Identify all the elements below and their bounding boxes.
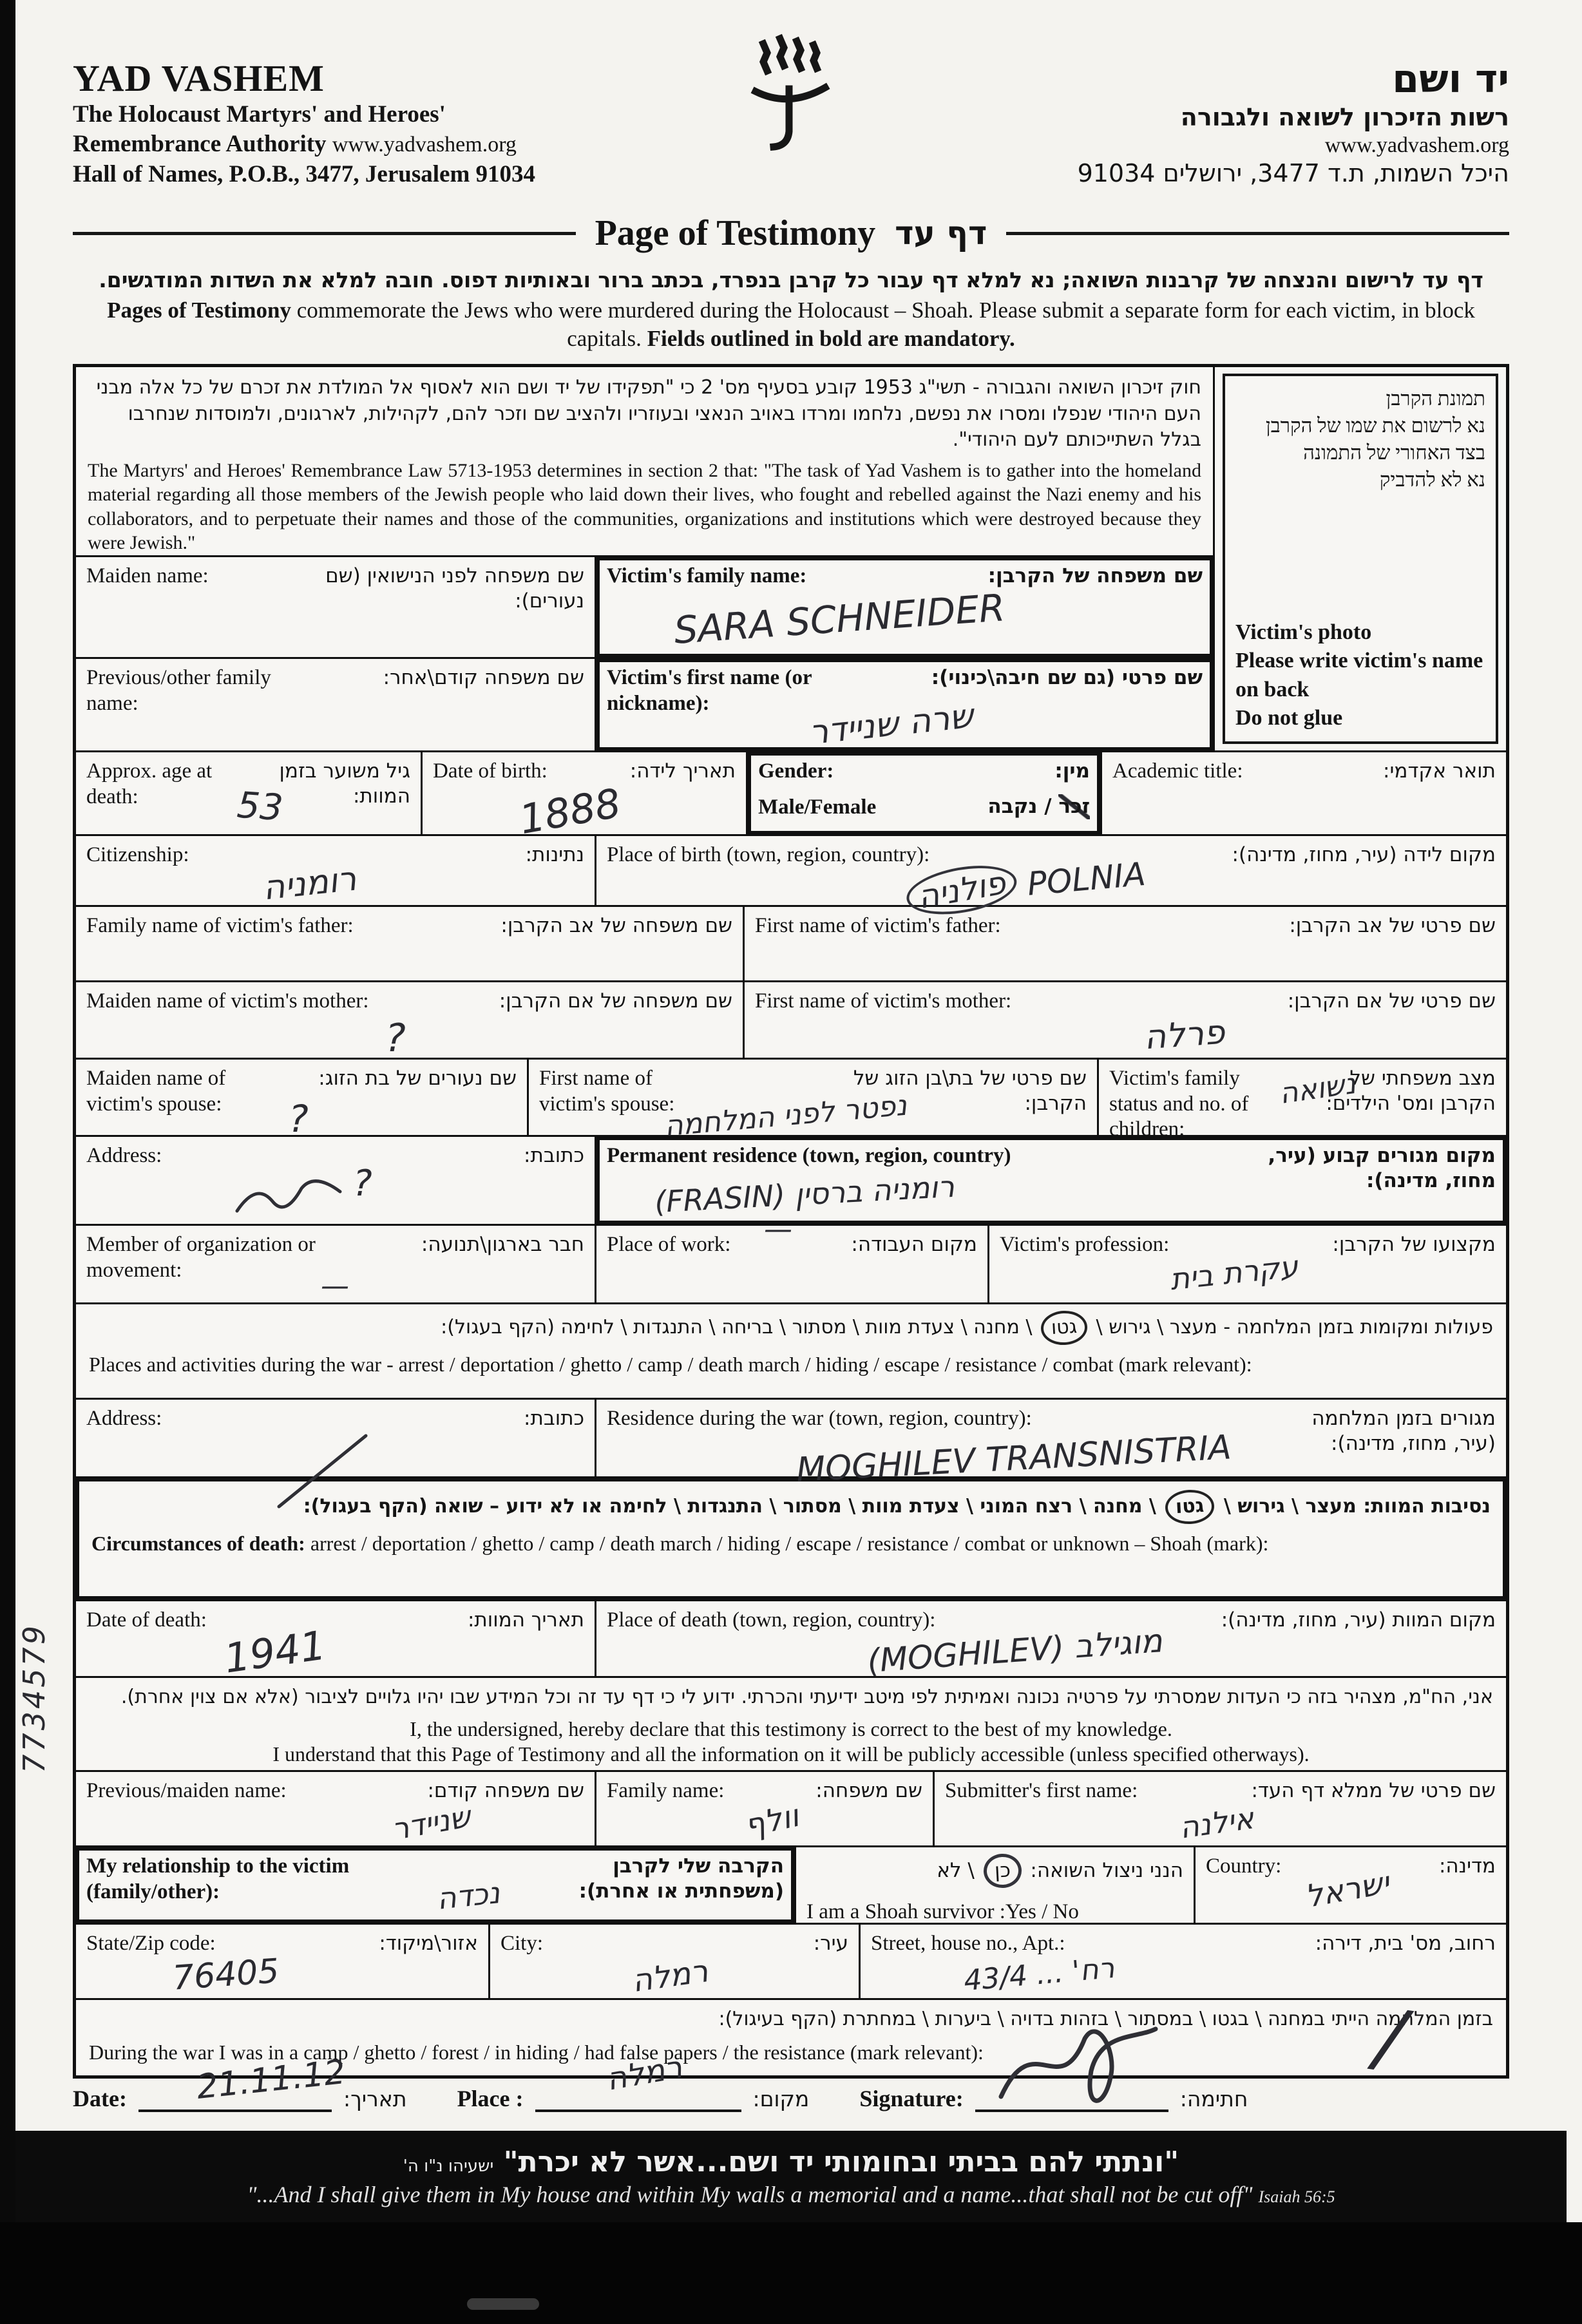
member-org-label-he: חבר בארגון\תנועה: — [421, 1233, 584, 1256]
scan-edge-artifact — [0, 0, 15, 2324]
family-name-label-en: Victim's family name: — [607, 564, 807, 587]
first-name-label-he: שם פרטי (גם שם חיבה\כינוי): — [931, 666, 1203, 689]
father-family-label-en: Family name of victim's father: — [86, 914, 354, 937]
row-citizenship-birth — [76, 834, 1506, 917]
date-label-he: תאריך: — [343, 2086, 407, 2111]
photo-area — [1215, 367, 1506, 750]
field-father-family-name — [76, 907, 743, 980]
family-status-label-en: Victim's family status and no. of children: — [1109, 1067, 1249, 1141]
dob-label-en: Date of birth: — [433, 759, 548, 783]
gender-female: נקבה — [987, 794, 1038, 818]
field-place-of-birth — [595, 836, 1506, 917]
row-permanent-residence — [76, 1135, 1506, 1224]
submitter-prev-label-he: שם משפחה קודם: — [427, 1779, 584, 1802]
field-victims-first-name — [595, 659, 1213, 753]
survivor-yes-circled: כן — [982, 1853, 1022, 1889]
handwritten-submitter-prev: שניידר — [389, 1798, 473, 1847]
footer-quote-he-ref: ישעיהו נ"ו ה' — [403, 2156, 494, 2176]
org-url-he: www.yadvashem.org — [1324, 133, 1509, 158]
org-sub-en-2-text: Remembrance Authority — [73, 131, 327, 158]
mother-maiden-label-en: Maiden name of victim's mother: — [86, 989, 369, 1013]
survivor-sep: \ — [961, 1859, 981, 1882]
gender-separator: / — [1037, 794, 1059, 818]
handwritten-spouse-maiden: ? — [289, 1097, 309, 1141]
handwritten-country: ישראל — [1302, 1865, 1393, 1915]
photo-instructions-he — [1235, 385, 1485, 493]
war-places-circled-ghetto: גטו — [1040, 1310, 1089, 1346]
handwritten-birth-place-latin: POLNIA — [1025, 855, 1147, 903]
field-date-of-birth — [421, 752, 746, 844]
row-org-work-profession — [76, 1213, 1506, 1302]
place-label-he: מקום: — [752, 2086, 810, 2111]
handwritten-profession: עקרת בית — [1168, 1248, 1300, 1297]
field-relationship — [76, 1847, 794, 1923]
dob-label-he: תאריך לידה: — [629, 759, 736, 783]
field-spouse-maiden-name — [76, 1060, 527, 1141]
war-places-he — [89, 1311, 1493, 1345]
handwritten-submitter-first: אילנה — [1177, 1800, 1256, 1845]
spouse-maiden-label-he: שם נעורים של בת הזוג: — [318, 1067, 517, 1090]
first-name-label-en: Victim's first name (or nickname): — [607, 666, 812, 715]
footer-quote-bar — [15, 2131, 1567, 2222]
law-text-he: חוק זיכרון השואה והגבורה - תשי"ג 1953 קובע בסעיף מס' 2 כי "תפקידו של יד ושם הוא לאסוף אל המולדת את זכרם של כל אלה מבני העם היהודי שנפלו ומסרו את נפשם, נלחמו ומרדו באויב הנאצי ובעוזריו ולהציב שם וזכר להם, לקהילות, לארגונים, ולמוסדות שנחרבו בגלל השתייכותם לעם היהודי". — [96, 376, 1201, 451]
war-places-cell — [76, 1304, 1506, 1398]
handwritten-perm-residence: רומניה ברסין (FRASIN) — [653, 1168, 956, 1220]
handwritten-slash-mark — [269, 1429, 372, 1513]
field-father-first-name — [743, 907, 1506, 980]
footer-quote-en-text: "...And I shall give them in My house and within My walls a memorial and a name...that shall not be cut off" — [247, 2181, 1253, 2207]
photo-en-line2: Please write victim's name on back — [1235, 649, 1483, 701]
work-label-en: Place of work: — [607, 1233, 731, 1256]
field-spouse-first-name — [527, 1060, 1097, 1143]
org-block-he — [1078, 57, 1509, 190]
photo-he-line2: נא לרשום את שמו של הקרבן — [1265, 414, 1485, 437]
photo-en-line3: Do not glue — [1235, 705, 1343, 730]
title-rule-left — [73, 232, 576, 235]
yad-vashem-logo — [744, 32, 834, 158]
academic-label-he: תואר אקדמי: — [1383, 759, 1496, 783]
declaration-cell — [76, 1678, 1506, 1770]
father-first-label-he: שם פרטי של אב הקרבן: — [1289, 914, 1496, 937]
row-submitter-names — [76, 1770, 1506, 1845]
declaration-en-2: I understand that this Page of Testimony and all the information on it will be publicly accessible (unless specified otherways). — [272, 1742, 1310, 1766]
spouse-first-label-he: שם פרטי של בת\בן הזוג של הקרבן: — [853, 1067, 1087, 1115]
handwritten-first-name: שרה שניידר — [807, 696, 975, 753]
survivor-no: לא — [937, 1859, 962, 1882]
org-sub-he: רשות הזיכרון לשואה ולגבורה — [1180, 103, 1509, 131]
field-citizenship — [76, 836, 595, 908]
citizenship-label-he: נתינות: — [525, 843, 584, 866]
approx-age-label-he: גיל משוער בזמן המוות: — [279, 759, 410, 808]
org-url-en: www.yadvashem.org — [332, 133, 517, 157]
handwritten-death-date: 1941 — [221, 1621, 329, 1682]
photo-he-line4: נא לא להדביק — [1379, 468, 1485, 491]
law-text-cell — [76, 367, 1213, 555]
field-address-1 — [76, 1137, 595, 1224]
intro — [73, 267, 1509, 353]
handwritten-place: רמלה — [603, 2049, 685, 2098]
declaration-he: אני, הח"מ, מצהיר בזה כי העדות שמסרתי על פרטיה נכונה ואמיתית לפי מיטב ידיעתי והכרתי. ידוע לי כי דף עד זה וכל המידע שבו יהיו גלויים לציבור (אלא אם צוין אחרת). — [120, 1686, 1493, 1708]
field-submitter-family-name — [595, 1772, 933, 1845]
previous-name-label-he: שם משפחה קודם\אחר: — [383, 666, 584, 689]
field-approx-age — [76, 752, 421, 834]
survivor-he-label: הנני ניצול השואה: — [1030, 1859, 1183, 1882]
handwritten-relationship: נכדה — [435, 1875, 502, 1916]
row-age-dob-gender — [76, 750, 1506, 844]
during-war-en: During the war I was in a camp / ghetto / forest / in hiding / had false papers / the resistance (mark relevant): — [89, 2040, 984, 2064]
photo-he-line3: בצד האחורי של התמונה — [1303, 441, 1485, 464]
mother-first-label-he: שם פרטי של אם הקרבן: — [1287, 989, 1496, 1013]
signature-line — [975, 2084, 1168, 2112]
row-declaration — [76, 1676, 1506, 1770]
place-line — [535, 2049, 741, 2112]
handwritten-margin-number: 7734579 — [17, 1623, 52, 1773]
submitter-first-label-he: שם פרטי של ממלא דף העד: — [1251, 1779, 1496, 1802]
submitter-prev-label-en: Previous/maiden name: — [86, 1779, 287, 1802]
signature-label-en: Signature: — [859, 2086, 964, 2111]
intro-en — [73, 296, 1509, 353]
family-name-label-he: שם משפחה של הקרבן: — [987, 564, 1203, 587]
field-mother-maiden-name — [76, 982, 743, 1061]
handwritten-mother-first: פרלה — [1143, 1013, 1226, 1058]
footer-quote-en — [247, 2181, 1335, 2208]
handwritten-zip: 76405 — [171, 1952, 281, 1998]
section-law-and-names — [76, 367, 1506, 753]
mother-maiden-label-he: שם משפחה של אם הקרבן: — [499, 989, 732, 1013]
handwritten-age: 53 — [235, 784, 285, 830]
intro-he: דף עד לרישום והנצחה של קרבנות השואה; נא למלא דף עבור כל קרבן בנפרד, בכתב ברור ובאותיות דפוס. חובה למלא את השדות המודגשים. — [99, 267, 1483, 292]
address1-label-he: כתובת: — [524, 1144, 584, 1167]
handwritten-war-residence: MOGHILEV TRANSNISTRIA — [795, 1428, 1232, 1490]
country-label-en: Country: — [1206, 1854, 1282, 1878]
city-label-en: City: — [500, 1932, 544, 1955]
org-block-en — [73, 57, 535, 190]
field-zip — [76, 1925, 488, 1998]
birth-place-label-en: Place of birth (town, region, country): — [607, 843, 930, 866]
row-relationship-survivor — [76, 1845, 1506, 1923]
work-label-he: מקום העבודה: — [851, 1233, 977, 1256]
spouse-first-label-en: First name of victim's spouse: — [539, 1067, 675, 1116]
address2-label-he: כתובת: — [524, 1407, 584, 1430]
death-circ-circled-ghetto: גטו — [1165, 1489, 1215, 1525]
row-mother — [76, 980, 1506, 1061]
country-label-he: מדינה: — [1438, 1854, 1496, 1878]
war-places-he-b: \ מחנה \ צעדת מוות \ מסתור \ בריחה \ התנגדות \ לחימה (הקף בעגול): — [441, 1316, 1039, 1338]
handwritten-city: רמלה — [629, 1953, 710, 1999]
field-member-org — [76, 1226, 595, 1302]
profession-label-he: מקצועו של הקרבן: — [1332, 1233, 1496, 1256]
intro-en-bold1: Pages of Testimony — [107, 298, 291, 323]
org-address-en: Hall of Names, P.O.B., 3477, Jerusalem 91034 — [73, 160, 536, 187]
death-place-label-he: מקום המוות (עיר, מחוז, מדינה): — [1221, 1608, 1496, 1632]
during-war-he: בזמן המלחמה הייתי במחנה \ בגטו \ במסתור \ בזהות בדויה \ ביערות \ במחתרת (הקף בעיגול): — [718, 2008, 1493, 2030]
gender-options-he — [987, 794, 1090, 819]
street-label-en: Street, house no., Apt.: — [871, 1932, 1065, 1955]
street-label-he: רחוב, מס' בית, דירה: — [1315, 1932, 1496, 1955]
field-family-status — [1097, 1060, 1506, 1141]
field-death-place — [595, 1601, 1506, 1680]
war-residence-label-he: מגורים בזמן המלחמה (עיר, מחוז, מדינה): — [1311, 1407, 1496, 1455]
gender-label-he: מין: — [1054, 759, 1090, 783]
org-title-he: יד ושם — [1392, 57, 1509, 102]
field-country — [1194, 1847, 1506, 1923]
war-places-he-a: פעולות ומקומות בזמן המלחמה - מעצר \ גירוש \ — [1090, 1316, 1493, 1338]
field-gender — [746, 752, 1100, 834]
handwritten-family-status: נשואה — [1277, 1067, 1358, 1111]
citizenship-label-en: Citizenship: — [86, 843, 189, 866]
photo-he-line1: תמונת הקרבן — [1386, 387, 1485, 410]
field-victims-family-name — [595, 557, 1213, 657]
birth-place-label-he: מקום לידה (עיר, מחוז, מדינה): — [1232, 843, 1496, 866]
war-residence-label-en: Residence during the war (town, region, country): — [607, 1407, 1032, 1430]
handwritten-scribble — [231, 1176, 347, 1221]
victim-photo-box — [1223, 374, 1498, 744]
member-org-label-en: Member of organization or movement: — [86, 1233, 316, 1282]
survivor-en: I am a Shoah survivor :Yes / No — [806, 1900, 1079, 1923]
date-line — [138, 2053, 348, 2112]
field-place-of-work — [595, 1213, 987, 1302]
handwritten-member-org: — — [321, 1270, 349, 1302]
scan-bottom-artifact — [0, 2222, 1582, 2324]
declaration-en-1: I, the undersigned, hereby declare that this testimony is correct to the best of my knowledge. — [410, 1717, 1172, 1740]
handwritten-work: — — [764, 1213, 792, 1246]
org-address-he: היכל השמות, ת.ד 3477, ירושלים 91034 — [1077, 159, 1509, 188]
title-rule-right — [1006, 232, 1509, 235]
death-date-label-en: Date of death: — [86, 1608, 207, 1632]
academic-label-en: Academic title: — [1112, 759, 1243, 783]
intro-en-bold2: Fields outlined in bold are mandatory. — [647, 325, 1015, 351]
field-submitter-first-name — [933, 1772, 1506, 1845]
father-family-label-he: שם משפחה של אב הקרבן: — [500, 914, 732, 937]
field-submitter-previous-name — [76, 1772, 595, 1845]
photo-instructions-en — [1235, 618, 1485, 732]
page-title: Page of Testimony — [595, 213, 876, 253]
field-maiden-name — [76, 557, 595, 657]
field-mother-first-name — [743, 982, 1506, 1058]
org-sub-en-1: The Holocaust Martyrs' and Heroes' — [73, 101, 446, 128]
submitter-family-label-he: שם משפחה: — [815, 1779, 922, 1802]
handwritten-death-place: מוגילב (MOGHILEV) — [866, 1622, 1164, 1680]
footer-quote-he-text: "ונתתי להם בביתי ובחומותי יד ושם...אשר לא יכרת" — [503, 2145, 1179, 2178]
signature-label-he: חתימה: — [1179, 2086, 1248, 2111]
org-sub-en-2 — [73, 129, 535, 159]
field-previous-name — [76, 659, 595, 750]
spouse-maiden-label-en: Maiden name of victim's spouse: — [86, 1067, 226, 1116]
submitter-first-label-en: Submitter's first name: — [945, 1779, 1138, 1802]
field-city — [488, 1925, 859, 1998]
death-circ-he-b: \ מחנה \ רצח המוני \ צעדת מוות \ מסתור \ התנגדות \ לחימה או לא ידוע – שואה (הקף בעגול): — [303, 1495, 1163, 1518]
zip-label-he: אזור\מיקוד: — [379, 1932, 478, 1955]
survivor-he — [806, 1854, 1183, 1888]
gender-options-en: Male/Female — [758, 795, 877, 819]
row-war-places — [76, 1302, 1506, 1398]
death-circ-he-a: נסיבות המוות: מעצר \ גירוש \ — [1217, 1495, 1491, 1518]
war-places-en: Places and activities during the war - arrest / deportation / ghetto / camp / death march / hiding / escape / resistance / combat (mark relevant): — [89, 1352, 1252, 1376]
handwritten-date: 21.11.12 — [195, 2053, 348, 2107]
city-label-he: עיר: — [813, 1932, 848, 1955]
death-place-label-en: Place of death (town, region, country): — [607, 1608, 936, 1632]
footer-quote-he — [403, 2146, 1179, 2178]
handwritten-street: רח' ... 43/4 — [962, 1951, 1116, 1998]
handwritten-citizenship: רומניה — [261, 859, 359, 908]
field-shoah-survivor — [794, 1847, 1194, 1923]
maiden-name-label-en: Maiden name: — [86, 564, 209, 587]
handwritten-dob: 1888 — [515, 779, 624, 844]
law-text-en: The Martyrs' and Heroes' Remembrance Law 5713-1953 determines in section 2 that: "The task of Yad Vashem is to gather into the homeland material regarding all those members of the Jewish people who laid down their lives, who fought and rebelled against the Nazi enemy and his collaborators, and to perpetuate their names and those of the communities, organizations and institutions which were destroyed because they were Jewish." — [88, 459, 1201, 553]
field-profession — [987, 1226, 1506, 1302]
field-street — [859, 1925, 1506, 1998]
previous-name-label-en: Previous/other family name: — [86, 666, 271, 715]
gender-label-en: Gender: — [758, 759, 834, 783]
father-first-label-en: First name of victim's father: — [755, 914, 1001, 937]
handwritten-address1: ? — [353, 1163, 372, 1205]
death-circ-en — [91, 1530, 1491, 1557]
row-death — [76, 1599, 1506, 1682]
zip-label-en: State/Zip code: — [86, 1932, 216, 1955]
intro-en-rest: commemorate the Jews who were murdered during the Holocaust – Shoah. Please submit a separate form for each victim, in block capitals. — [291, 298, 1475, 351]
handwritten-during-war-mark: / — [1371, 1992, 1409, 2085]
date-label-en: Date: — [73, 2086, 127, 2111]
death-circ-en-rest: arrest / deportation / ghetto / camp / death march / hiding / escape / resistance / combat or unknown – Shoah (mark): — [305, 1531, 1269, 1555]
row-war-residence — [76, 1398, 1506, 1490]
field-war-residence — [595, 1400, 1506, 1490]
row-father — [76, 905, 1506, 980]
profession-label-en: Victim's profession: — [1000, 1233, 1170, 1256]
maiden-name-label-he: שם משפחה לפני הנישואין (שם נעורים): — [325, 564, 584, 613]
address1-label-en: Address: — [86, 1144, 162, 1167]
handwritten-birth-place-he: פולניה — [903, 858, 1021, 922]
relationship-label-he: הקרבה שלי לקרבן (משפחתית או אחרת): — [578, 1854, 784, 1903]
field-academic-title — [1100, 752, 1506, 834]
scan-smudge-artifact — [467, 2298, 539, 2310]
relationship-label-en: My relationship to the victim (family/other): — [86, 1854, 350, 1903]
death-date-label-he: תאריך המוות: — [467, 1608, 584, 1632]
mother-first-label-en: First name of victim's mother: — [755, 989, 1012, 1013]
row-spouse — [76, 1058, 1506, 1143]
handwritten-mother-maiden: ? — [385, 1016, 406, 1061]
approx-age-label-en: Approx. age at death: — [86, 759, 213, 808]
handwritten-spouse-first: נפטר לפני המלחמה — [663, 1089, 908, 1143]
handwritten-signature — [988, 2013, 1168, 2110]
submitter-family-label-en: Family name: — [607, 1779, 725, 1802]
perm-residence-label-en: Permanent residence (town, region, country) — [607, 1144, 1011, 1167]
family-status-label-he: מצב משפחתי של הקרבן ומס' הילדים: — [1326, 1067, 1496, 1115]
photo-en-line1: Victim's photo — [1235, 620, 1372, 645]
perm-residence-label-he: מקום מגורים קבוע (עיר, מחוז, מדינה): — [1268, 1144, 1496, 1192]
death-circ-en-bold: Circumstances of death: — [91, 1531, 305, 1555]
place-label-en: Place : — [457, 2086, 524, 2111]
footer-quote-en-ref: Isaiah 56:5 — [1258, 2187, 1335, 2206]
field-death-date — [76, 1601, 595, 1682]
field-address-2 — [76, 1400, 595, 1476]
handwritten-submitter-family: וולף — [741, 1797, 803, 1845]
title-band — [73, 213, 1509, 254]
address2-label-en: Address: — [86, 1407, 162, 1430]
gender-male-struck: זכר — [1058, 794, 1090, 818]
org-title-en: YAD VASHEM — [73, 57, 325, 99]
field-permanent-residence — [595, 1137, 1506, 1224]
handwritten-family-name: SARA SCHNEIDER — [672, 586, 1007, 652]
page-title-he: דף עד — [895, 214, 987, 252]
row-address-submitter — [76, 1923, 1506, 1998]
